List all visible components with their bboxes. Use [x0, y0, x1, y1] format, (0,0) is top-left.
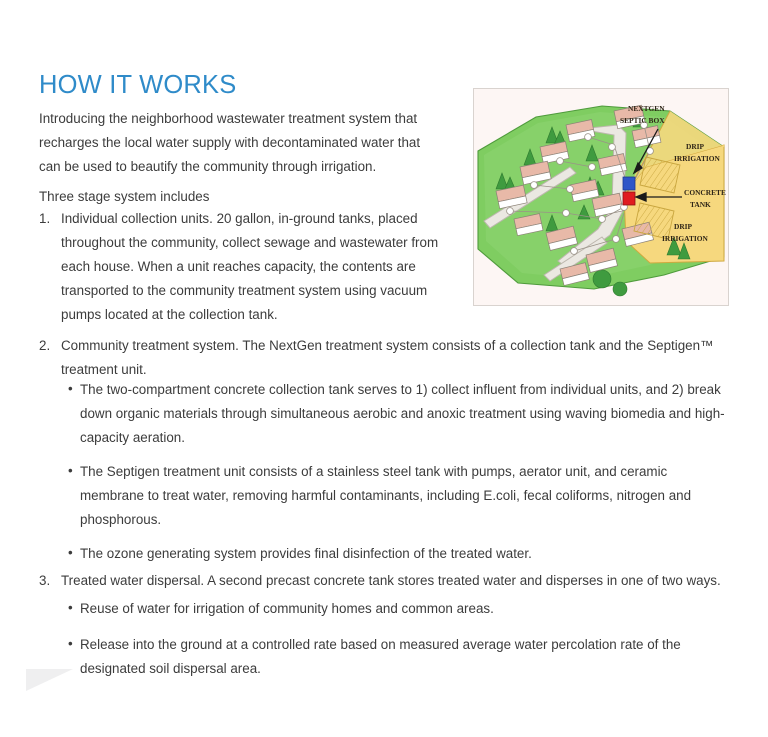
- bullet-text: The ozone generating system provides final disinfection of the treated water.: [80, 546, 532, 561]
- corner-triangle-decoration: [26, 669, 73, 691]
- bullet-text: The Septigen treatment unit consists of a stainless steel tank with pumps, aerator unit, and ceramic membrane to treat water, removing harmful contaminants, including E.coli, fecal coliforms, nitrogen and phosphorous.: [80, 464, 692, 527]
- list-item-1: [39, 207, 449, 327]
- list-item: [68, 633, 738, 681]
- list-item: [68, 597, 738, 621]
- label-drip-irrigation-top-line2: IRRIGATION: [674, 154, 720, 163]
- list-item: [68, 542, 728, 566]
- label-concrete-tank-line2: TANK: [690, 200, 711, 209]
- label-drip-irrigation-bottom-line1: DRIP: [674, 222, 693, 231]
- bullet-marker-icon: •: [68, 600, 73, 615]
- list-item-1-text: Individual collection units. 20 gallon, in-ground tanks, placed throughout the community, collect sewage and wastewater from each house. When a unit reaches capacity, the contents are transported to the community treatment system using vacuum pumps located at the collection tank.: [61, 211, 439, 322]
- list-item: [68, 378, 728, 450]
- list-item-2-number: 2.: [39, 338, 51, 353]
- label-nextgen-septic-box-line2: SEPTIC BOX: [620, 116, 665, 125]
- label-nextgen-septic-box-line1: NEXTGEN: [628, 104, 665, 113]
- list-item-3-bullets: [68, 597, 738, 693]
- list-item-2: [39, 334, 729, 382]
- page-title: HOW IT WORKS: [39, 71, 237, 100]
- bullet-text: The two-compartment concrete collection tank serves to 1) collect influent from individual units, and 2) break down organic materials through simultaneous aerobic and anoxic treatment using waving biomedia and high-capacity aeration.: [80, 382, 725, 445]
- bullet-marker-icon: •: [68, 636, 73, 651]
- intro-paragraph: Introducing the neighborhood wastewater treatment system that recharges the local water supply with decontaminated water that can be used to beautify the community through irrigation.: [39, 111, 421, 175]
- site-plan-illustration: [473, 88, 729, 306]
- septic-box-marker: [623, 177, 635, 190]
- list-item-1-number: 1.: [39, 211, 51, 226]
- list-item: [68, 460, 728, 532]
- label-drip-irrigation-bottom-line2: IRRIGATION: [662, 234, 708, 243]
- list-item-3-text: Treated water dispersal. A second precast concrete tank stores treated water and disperses in one of two ways.: [61, 573, 721, 588]
- list-item-3-number: 3.: [39, 573, 51, 588]
- concrete-tank-marker: [623, 192, 635, 205]
- bullet-text: Reuse of water for irrigation of community homes and common areas.: [80, 601, 494, 616]
- list-item-2-text: Community treatment system. The NextGen treatment system consists of a collection tank and the Septigen™ treatment unit.: [61, 338, 714, 377]
- bullet-marker-icon: •: [68, 463, 73, 478]
- list-item-3: [39, 569, 739, 593]
- bullet-text: Release into the ground at a controlled rate based on measured average water percolation rate of the designated soil dispersal area.: [80, 637, 681, 676]
- lead-line: Three stage system includes: [39, 189, 210, 204]
- list-item-2-bullets: [68, 378, 728, 566]
- label-drip-irrigation-top-line1: DRIP: [686, 142, 705, 151]
- bullet-marker-icon: •: [68, 545, 73, 560]
- label-concrete-tank-line1: CONCRETE: [684, 188, 726, 197]
- bullet-marker-icon: •: [68, 381, 73, 396]
